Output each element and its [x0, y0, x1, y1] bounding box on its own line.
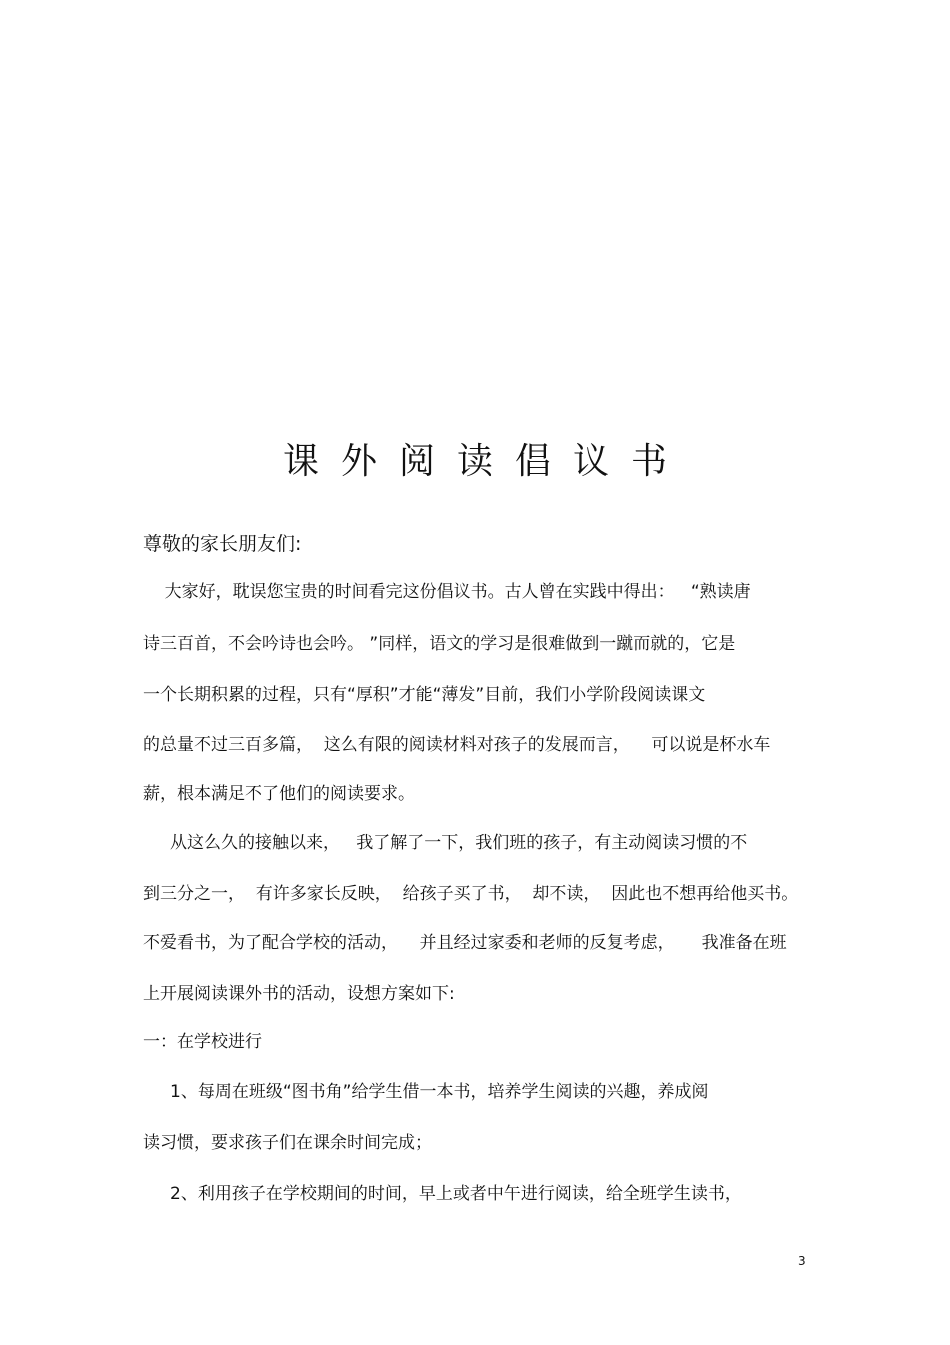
body-line: 一个长期积累的过程，只有“厚积”才能“薄发”目前，我们小学阶段阅读课文	[143, 685, 706, 705]
section-heading: 一：在学校进行	[143, 1032, 262, 1052]
body-line: 上开展阅读课外书的活动，设想方案如下:	[143, 984, 455, 1004]
list-item: 读习惯，要求孩子们在课余时间完成；	[143, 1133, 432, 1153]
body-line: 薪，根本满足不了他们的阅读要求。	[143, 784, 415, 804]
document-title: 课外阅读倡议书	[282, 441, 689, 482]
body-line: 不爱看书，为了配合学校的活动， 并且经过家委和老师的反复考虑， 我准备在班	[143, 933, 787, 953]
body-line: 到三分之一， 有许多家长反映， 给孩子买了书， 却不读， 因此也不想再给他买书。	[143, 884, 799, 904]
list-item: 2、利用孩子在学校期间的时间，早上或者中午进行阅读，给全班学生读书，	[143, 1184, 742, 1204]
salutation: 尊敬的家长朋友们:	[143, 533, 302, 555]
list-item: 1、每周在班级“图书角”给学生借一本书，培养学生阅读的兴趣，养成阅	[143, 1082, 709, 1102]
body-line: 的总量不过三百多篇， 这么有限的阅读材料对孩子的发展而言， 可以说是杯水车	[143, 735, 771, 755]
page-number: 3	[798, 1254, 806, 1268]
body-line: 诗三百首，不会吟诗也会吟。 ”同样，语文的学习是很难做到一蹴而就的，它是	[143, 634, 736, 654]
body-line: 大家好，耽误您宝贵的时间看完这份倡议书。古人曾在实践中得出： “熟读唐	[143, 582, 751, 602]
body-line: 从这么久的接触以来， 我了解了一下，我们班的孩子，有主动阅读习惯的不	[143, 833, 748, 853]
